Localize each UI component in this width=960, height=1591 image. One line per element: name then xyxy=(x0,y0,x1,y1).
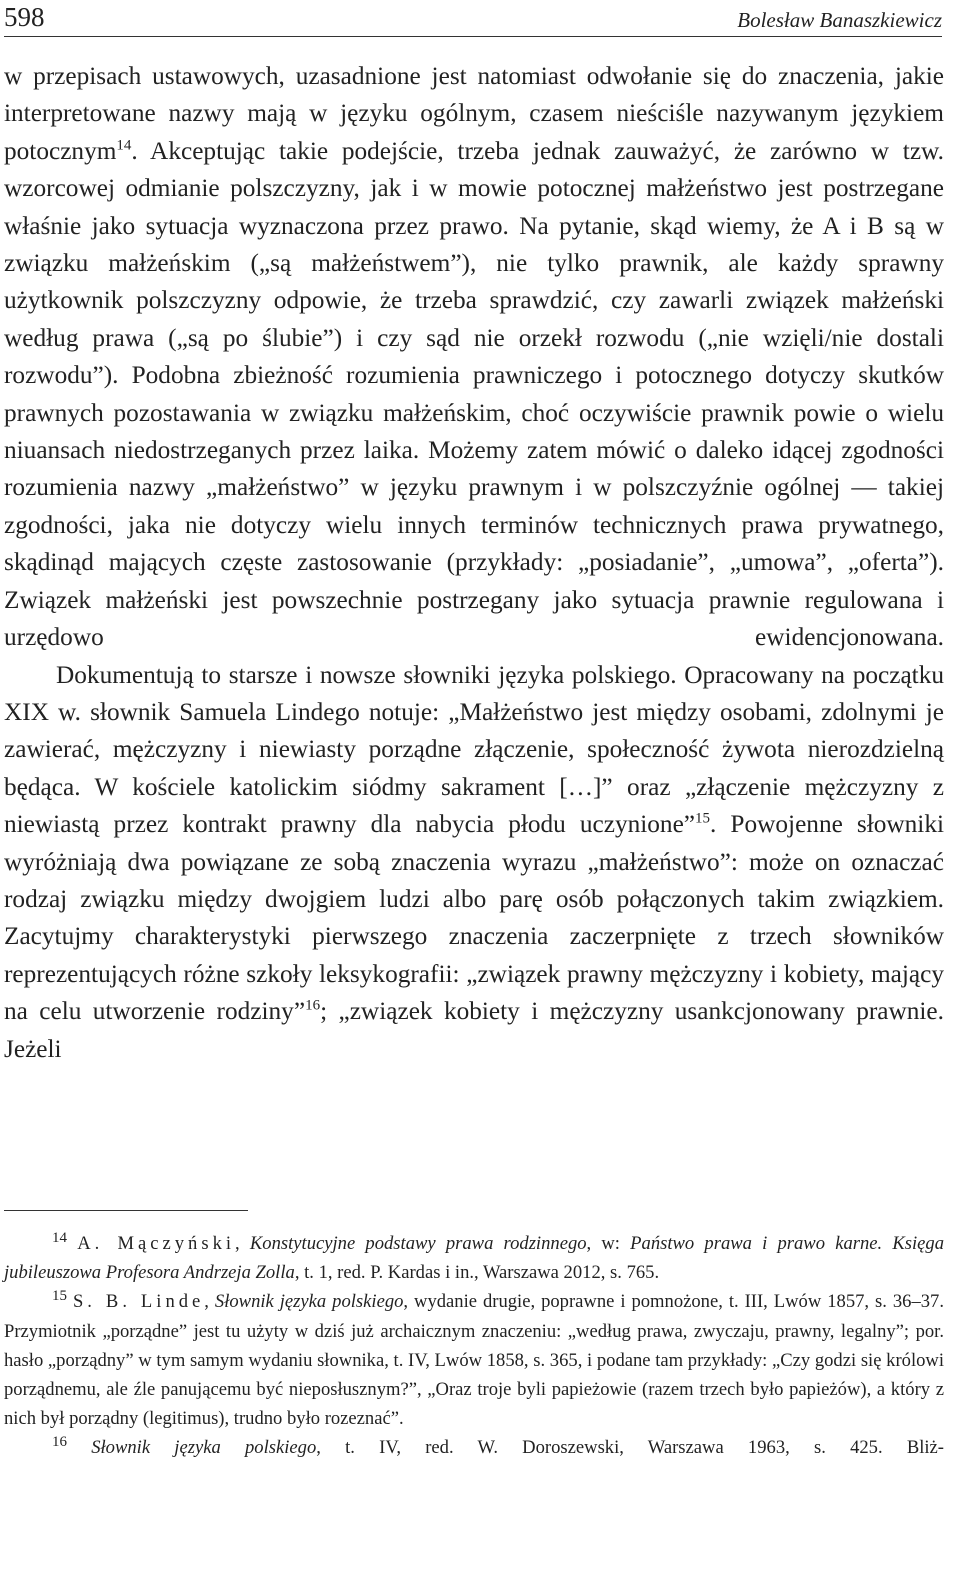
page-header xyxy=(4,0,942,37)
footnote-separator: , xyxy=(204,1291,215,1313)
paragraph-2 xyxy=(4,657,944,1068)
footnote-divider xyxy=(4,1210,248,1211)
paragraph-1-part-b: . Akceptując takie podejście, trzeba jednak zauważyć, że zarówno w tzw. wzorcowej odmianie polszczyzny, jak i w mowie potocznej małżeństwo jest postrzegane właśnie jako sytuacja wyznaczona przez prawo. Na pytanie, skąd wiemy, że A i B są w związku małżeńskim („są małżeństwem”), nie tylko prawnik, ale każdy sprawny użytkownik polszczyzny odpowie, że trzeba sprawdzić, czy zawarli związek małżeński według prawa („są po ślubie”) i czy sąd nie orzekł rozwodu („nie wzięli/nie dostali rozwodu”). Podobna zbieżność rozumienia prawniczego i potocznego dotyczy skutków prawnych pozostawania w związku małżeńskim, choć oczywiście prawnik powie o wielu niuansach niedostrzeganych przez laika. Możemy zatem mówić o daleko idącej zgodności rozumienia nazwy „małżeństwo” w języku prawnym i w polszczyźnie ogólnej — takiej zgodności, jaka nie dotyczy wielu innych terminów technicznych prawa prywatnego, skądinąd mających częste zastosowanie (przykłady: „posiadanie”, „umowa”, „oferta”). Związek małżeński jest powszechnie postrzegany jako sytuacja prawnie regulowana i urzędowo ewidencjonowana. xyxy=(4,136,944,652)
footnote-number: 14 xyxy=(52,1229,67,1246)
footnotes xyxy=(4,1229,944,1463)
page-number: 598 xyxy=(4,2,45,32)
footnote-ref-14: 14 xyxy=(116,137,132,154)
footnote-text: , t. 1, red. P. Kardas i in., Warszawa 2012, s. 765. xyxy=(294,1262,660,1284)
footnote-author: S. B. Linde xyxy=(72,1291,205,1313)
footnote-number: 16 xyxy=(52,1434,67,1451)
footnote-separator: , xyxy=(235,1233,250,1254)
footnote-ref-15: 15 xyxy=(695,810,711,827)
running-head: Bolesław Banaszkiewicz xyxy=(737,8,942,32)
paragraph-1 xyxy=(4,58,944,657)
footnote-15 xyxy=(4,1287,944,1433)
paragraph-1-part-a: w przepisach ustawowych, uzasadnione jest natomiast odwołanie się do znaczenia, jakie interpretowane nazwy mają w języku ogólnym, czasem nieściśle nazywanym językiem potocznym xyxy=(4,62,944,165)
footnote-14 xyxy=(4,1229,944,1287)
footnote-16 xyxy=(4,1433,944,1462)
footnote-title: Konstytucyjne podstawy prawa rodzinnego xyxy=(249,1233,587,1254)
paragraph-2-part-a: Dokumentują to starsze i nowsze słowniki języka polskiego. Opracowany na początku XIX w. słownik Samuela Lindego notuje: „Małżeństwo jest między osobami, zdolnymi je zawierać, mężczyzny i niewiasty porządne złączenie, społeczność żywota nierozdzielną będąca. W kościele katolickim siódmy sakrament […]” oraz „złączenie mężczyzny z niewiastą przez kontrakt prawny dla nabycia płodu uczynione” xyxy=(4,660,944,839)
footnote-title: Słownik języka polskiego xyxy=(91,1437,317,1459)
paragraph-2-part-b: . Powojenne słowniki wyróżniają dwa powiązane ze sobą znaczenia wyrazu „małżeństwo”: może on oznaczać rodzaj związku między dwojgiem ludzi albo parę osób połączonych takim związkiem. Zacytujmy charakterystyki pierwszego znaczenia zaczerpnięte z trzech słowników reprezentujących różne szkoły leksykografii: „związek prawny mężczyzny i kobiety, mający na celu utworzenie rodziny” xyxy=(4,810,944,1026)
footnote-text: , wydanie drugie, poprawne i pomnożone, t. III, Lwów 1857, s. 36–37. Przymiotnik „porządne” jest tu użyty w dziś już archaicznym znaczeniu: „według prawa, zwyczaju, prawny, legalny”; por. hasło „porządny” w tym samym wydaniu słownika, t. IV, Lwów 1858, s. 365, i podane tam przykłady: „Czy godzi się królowi porządnemu, ale źle panującemu być nieposłusznym?”, „Oraz troje byli papieżowie (razem trzech było papieżów), a który z nich był porządny (legitimus), trudno było rozeznać”. xyxy=(4,1291,944,1430)
footnote-author: A. Mączyński xyxy=(77,1233,236,1254)
footnote-title: Słownik języka polskiego xyxy=(214,1291,404,1313)
footnote-text: , w: xyxy=(586,1233,631,1254)
footnote-ref-16: 16 xyxy=(305,997,321,1014)
paragraph-2-part-c: ; „związek kobiety i mężczyzny usankcjonowany prawnie. Jeżeli xyxy=(4,997,944,1063)
footnote-book-title: Państwo prawa i prawo karne. Księga jubileuszowa Profesora Andrzeja Zolla xyxy=(4,1233,945,1284)
main-text xyxy=(4,58,944,1068)
footnote-text: , t. IV, red. W. Doroszewski, Warszawa 1963, s. 425. Bliż- xyxy=(316,1437,944,1459)
footnote-number: 15 xyxy=(52,1288,67,1305)
